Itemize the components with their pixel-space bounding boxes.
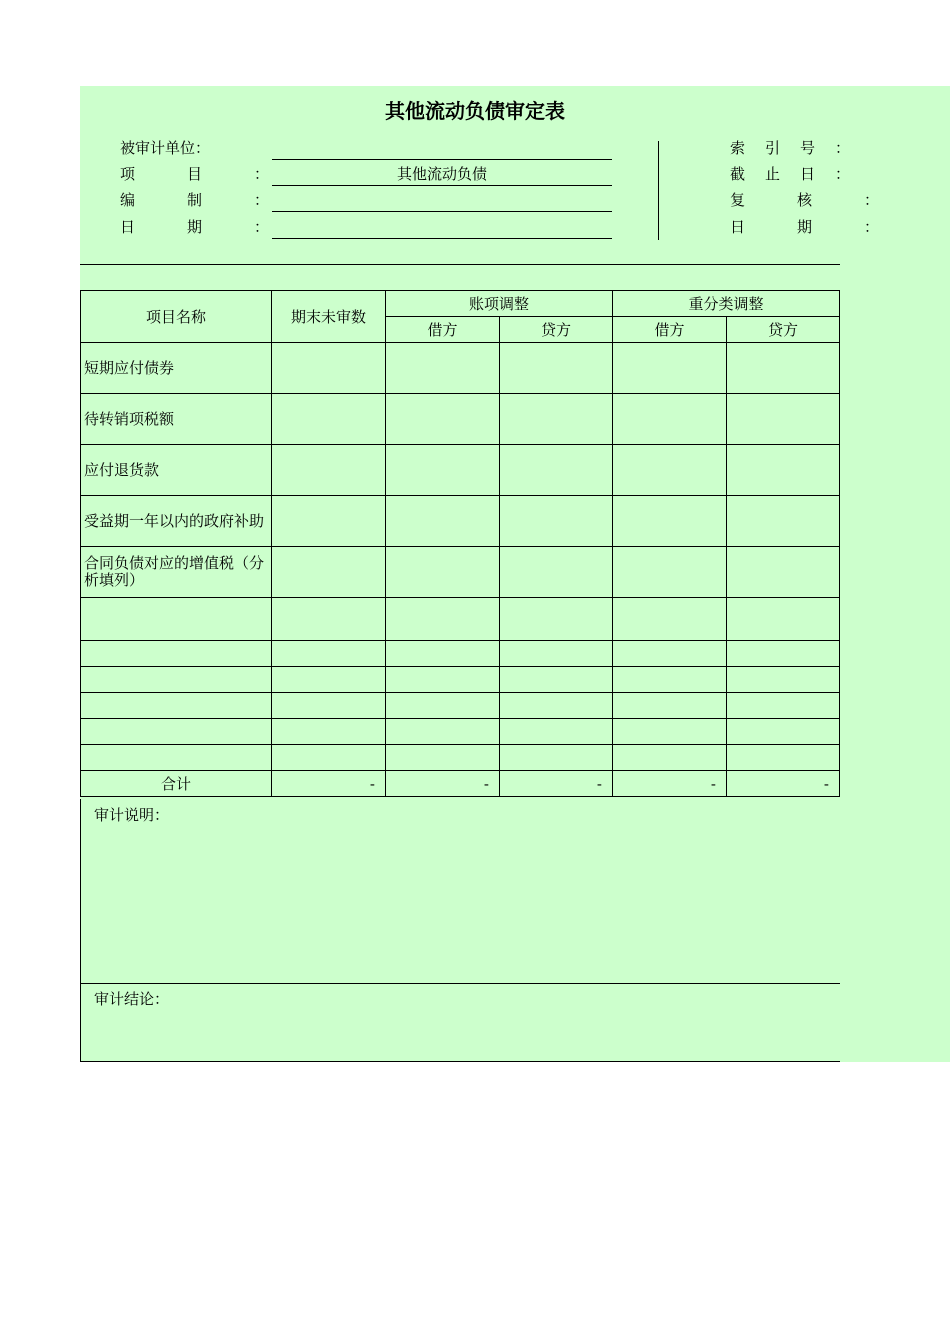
label-audited-unit: 被审计单位： [120, 139, 211, 157]
value-project[interactable]: 其他流动负债 [396, 165, 487, 183]
label-date-left-text: 日期： [120, 218, 322, 236]
total-reclass-debit: - [613, 771, 727, 797]
header-account-debit: 借方 [386, 317, 500, 343]
notes-separator [80, 983, 840, 984]
cell-reclass-credit[interactable] [727, 343, 840, 394]
cell-reclass-debit[interactable] [613, 394, 727, 445]
total-account-debit: - [386, 771, 500, 797]
cell-reclass-debit[interactable] [613, 547, 727, 598]
cell-unaudited[interactable] [272, 445, 386, 496]
cell-account-credit[interactable] [500, 598, 613, 641]
label-cutoff-text: 截止日： [730, 165, 871, 183]
audit-conclusion-area[interactable] [90, 1010, 830, 1058]
row-name[interactable] [81, 719, 272, 745]
cell-account-debit[interactable] [386, 394, 500, 445]
audit-table [80, 290, 840, 797]
cell-unaudited[interactable] [272, 598, 386, 641]
cell-account-debit[interactable] [386, 547, 500, 598]
row-name[interactable] [81, 745, 272, 771]
row-name: 短期应付债券 [81, 343, 272, 394]
cell-reclass-credit[interactable] [727, 496, 840, 547]
cell-account-debit[interactable] [386, 445, 500, 496]
cell-account-credit[interactable] [500, 496, 613, 547]
row-name: 应付退货款 [81, 445, 272, 496]
page-title: 其他流动负债审定表 [385, 99, 565, 123]
cell-reclass-credit[interactable] [727, 745, 840, 771]
notes-left-border [80, 799, 81, 1062]
cell-account-credit[interactable] [500, 641, 613, 667]
cell-reclass-debit[interactable] [613, 667, 727, 693]
label-prepared [120, 189, 322, 210]
cell-reclass-debit[interactable] [613, 445, 727, 496]
label-date-right [730, 216, 932, 237]
table-row [81, 719, 840, 745]
underline-prepared [272, 211, 612, 212]
cell-reclass-credit[interactable] [727, 394, 840, 445]
cell-reclass-debit[interactable] [613, 598, 727, 641]
cell-account-credit[interactable] [500, 667, 613, 693]
row-name: 受益期一年以内的政府补助 [81, 496, 272, 547]
header-reclass-adjust: 重分类调整 [613, 291, 840, 317]
cell-reclass-credit[interactable] [727, 667, 840, 693]
table-row [81, 496, 840, 547]
table-row [81, 693, 840, 719]
cell-unaudited[interactable] [272, 667, 386, 693]
cell-account-debit[interactable] [386, 719, 500, 745]
cell-reclass-debit[interactable] [613, 745, 727, 771]
label-date-left [120, 216, 322, 237]
underline-date-left [272, 238, 612, 239]
cell-account-credit[interactable] [500, 394, 613, 445]
cell-account-credit[interactable] [500, 343, 613, 394]
cell-reclass-debit[interactable] [613, 719, 727, 745]
header-divider [658, 141, 659, 240]
label-project [120, 163, 322, 184]
table-row [81, 343, 840, 394]
cell-reclass-credit[interactable] [727, 598, 840, 641]
cell-reclass-debit[interactable] [613, 343, 727, 394]
label-prepared-text: 编制： [120, 191, 322, 209]
row-name: 合同负债对应的增值税（分析填列） [81, 547, 272, 598]
table-row [81, 445, 840, 496]
audit-explanation-label: 审计说明： [94, 806, 170, 824]
cell-reclass-credit[interactable] [727, 641, 840, 667]
table-row [81, 547, 840, 598]
header-account-credit: 贷方 [500, 317, 613, 343]
cell-unaudited[interactable] [272, 719, 386, 745]
total-row [81, 771, 840, 797]
cell-reclass-credit[interactable] [727, 547, 840, 598]
cell-account-debit[interactable] [386, 496, 500, 547]
header-separator [80, 264, 840, 265]
cell-reclass-credit[interactable] [727, 445, 840, 496]
cell-account-debit[interactable] [386, 641, 500, 667]
underline-audited-unit [272, 159, 612, 160]
total-unaudited: - [272, 771, 386, 797]
cell-reclass-credit[interactable] [727, 693, 840, 719]
cell-account-credit[interactable] [500, 745, 613, 771]
cell-account-debit[interactable] [386, 693, 500, 719]
label-review [730, 189, 932, 210]
row-name[interactable] [81, 598, 272, 641]
cell-unaudited[interactable] [272, 343, 386, 394]
header-reclass-credit: 贷方 [727, 317, 840, 343]
total-label: 合计 [81, 771, 272, 797]
header-unaudited: 期末未审数 [272, 291, 386, 343]
audit-conclusion-label: 审计结论： [94, 990, 170, 1008]
underline-project [272, 185, 612, 186]
row-name[interactable] [81, 693, 272, 719]
header-reclass-debit: 借方 [613, 317, 727, 343]
table-row [81, 394, 840, 445]
cell-account-credit[interactable] [500, 693, 613, 719]
label-review-text: 复核： [730, 191, 932, 209]
cell-account-credit[interactable] [500, 547, 613, 598]
table-row [81, 745, 840, 771]
cell-unaudited[interactable] [272, 693, 386, 719]
cell-reclass-debit[interactable] [613, 496, 727, 547]
header-item-name: 项目名称 [81, 291, 272, 343]
total-account-credit: - [500, 771, 613, 797]
cell-unaudited[interactable] [272, 394, 386, 445]
cell-reclass-debit[interactable] [613, 693, 727, 719]
total-reclass-credit: - [727, 771, 840, 797]
label-index-text: 索引号： [730, 139, 871, 157]
label-index [730, 137, 871, 158]
table-row [81, 641, 840, 667]
header-account-adjust: 账项调整 [386, 291, 613, 317]
cell-reclass-debit[interactable] [613, 641, 727, 667]
notes-bottom-border [80, 1061, 840, 1062]
cell-account-credit[interactable] [500, 719, 613, 745]
label-date-right-text: 日期： [730, 218, 932, 236]
cell-account-debit[interactable] [386, 343, 500, 394]
cell-account-debit[interactable] [386, 667, 500, 693]
cell-unaudited[interactable] [272, 547, 386, 598]
row-name[interactable] [81, 641, 272, 667]
cell-account-debit[interactable] [386, 745, 500, 771]
row-name[interactable] [81, 667, 272, 693]
cell-reclass-credit[interactable] [727, 719, 840, 745]
audit-explanation-area[interactable] [90, 828, 830, 978]
cell-account-debit[interactable] [386, 598, 500, 641]
cell-account-credit[interactable] [500, 445, 613, 496]
table-row [81, 667, 840, 693]
cell-unaudited[interactable] [272, 496, 386, 547]
cell-unaudited[interactable] [272, 745, 386, 771]
label-project-text: 项目： [120, 165, 322, 183]
label-cutoff [730, 163, 871, 184]
table-row [81, 598, 840, 641]
row-name: 待转销项税额 [81, 394, 272, 445]
cell-unaudited[interactable] [272, 641, 386, 667]
